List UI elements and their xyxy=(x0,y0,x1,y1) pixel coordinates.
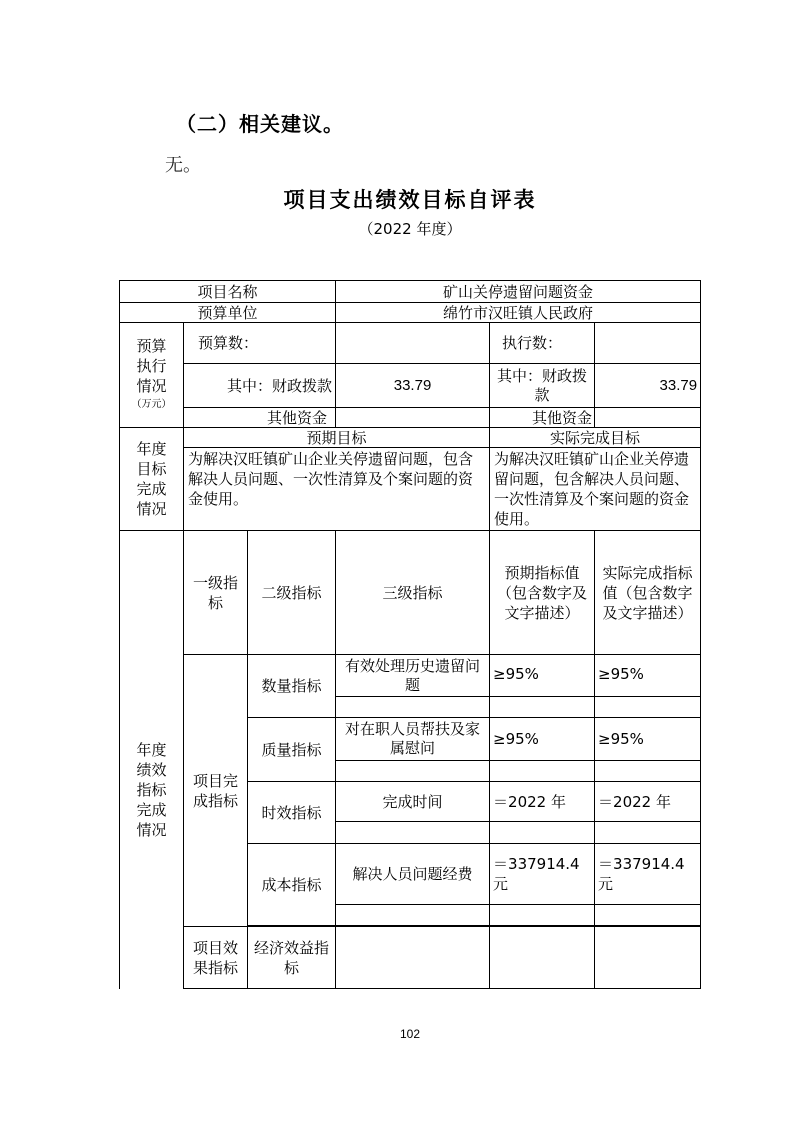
budget-exec-label-text: 预算执行情况 xyxy=(136,337,167,395)
performance-table xyxy=(119,280,701,989)
col-level3: 三级指标 xyxy=(336,531,490,655)
table-title: 项目支出绩效目标自评表 xyxy=(283,188,537,212)
cost-actual: ＝337914.4元 xyxy=(595,844,701,905)
project-name-label: 项目名称 xyxy=(120,281,336,303)
quality-actual-empty xyxy=(595,761,701,782)
exec-other-label: 其他资金 xyxy=(490,408,595,428)
quantity-item-empty xyxy=(336,697,490,718)
timeliness-actual-empty xyxy=(595,822,701,844)
economic-actual xyxy=(595,927,701,989)
cost-expected: ＝337914.4元 xyxy=(490,844,595,905)
timeliness-label: 时效指标 xyxy=(248,782,336,844)
economic-item xyxy=(336,927,490,989)
suggestion-text: 无。 xyxy=(165,155,201,176)
cost-item: 解决人员问题经费 xyxy=(336,844,490,905)
quantity-label: 数量指标 xyxy=(248,655,336,718)
timeliness-expected: ＝2022 年 xyxy=(490,782,595,822)
cost-item-empty xyxy=(336,905,490,926)
quality-expected-empty xyxy=(490,761,595,782)
quality-item-empty xyxy=(336,761,490,782)
exec-other-value xyxy=(595,408,701,428)
annual-perf-label xyxy=(120,531,184,989)
actual-goal-text: 为解决汉旺镇矿山企业关停遗留问题，包含解决人员问题、一次性清算及个案问题的资金使用。 xyxy=(490,448,701,531)
unit-note: （万元） xyxy=(131,399,172,410)
page-number: 102 xyxy=(399,1027,421,1041)
table-year: （2022 年度） xyxy=(358,220,462,238)
budget-amount-value xyxy=(336,323,490,364)
budget-exec-label xyxy=(120,323,184,428)
quality-expected: ≥95% xyxy=(490,718,595,761)
economic-label: 经济效益指标 xyxy=(248,927,336,989)
budget-amount-label: 预算数： xyxy=(184,323,336,364)
project-name-value: 矿山关停遗留问题资金 xyxy=(336,281,701,303)
col-actual: 实际完成指标值（包含数字及文字描述） xyxy=(595,531,701,655)
budget-unit-label: 预算单位 xyxy=(120,303,336,323)
col-level1: 一级指标 xyxy=(184,531,248,655)
section-heading: （二）相关建议。 xyxy=(176,112,344,136)
budget-fiscal-value: 33.79 xyxy=(336,364,490,408)
timeliness-expected-empty xyxy=(490,822,595,844)
budget-other-label: 其他资金 xyxy=(184,408,336,428)
quantity-item: 有效处理历史遗留问题 xyxy=(336,655,490,697)
quality-actual: ≥95% xyxy=(595,718,701,761)
exec-amount-value xyxy=(595,323,701,364)
exec-amount-label: 执行数： xyxy=(490,323,595,364)
quantity-actual-empty xyxy=(595,697,701,718)
quantity-expected: ≥95% xyxy=(490,655,595,697)
expected-goal-header: 预期目标 xyxy=(184,428,490,448)
timeliness-actual: ＝2022 年 xyxy=(595,782,701,822)
annual-perf-label-text: 年度绩效指标完成情况 xyxy=(136,740,167,839)
budget-other-value xyxy=(336,408,490,428)
quantity-expected-empty xyxy=(490,697,595,718)
exec-fiscal-label: 其中：财政拨款 xyxy=(490,364,595,408)
timeliness-item-empty xyxy=(336,822,490,844)
actual-goal-header: 实际完成目标 xyxy=(490,428,701,448)
level1-effect: 项目效果指标 xyxy=(184,927,248,989)
cost-label: 成本指标 xyxy=(248,844,336,926)
quality-label: 质量指标 xyxy=(248,718,336,782)
budget-fiscal-label: 其中：财政拨款 xyxy=(184,364,336,408)
exec-fiscal-value: 33.79 xyxy=(595,364,701,408)
col-expected: 预期指标值（包含数字及文字描述） xyxy=(490,531,595,655)
annual-goal-label xyxy=(120,428,184,531)
expected-goal-text: 为解决汉旺镇矿山企业关停遗留问题，包含解决人员问题、一次性清算及个案问题的资金使用。 xyxy=(184,448,490,531)
col-level2: 二级指标 xyxy=(248,531,336,655)
level1-completion: 项目完成指标 xyxy=(184,655,248,927)
economic-expected xyxy=(490,927,595,989)
quantity-actual: ≥95% xyxy=(595,655,701,697)
cost-actual-empty xyxy=(595,905,701,926)
annual-goal-label-text: 年度目标完成情况 xyxy=(136,440,167,518)
quality-item: 对在职人员帮扶及家属慰问 xyxy=(336,718,490,761)
budget-unit-value: 绵竹市汉旺镇人民政府 xyxy=(336,303,701,323)
cost-expected-empty xyxy=(490,905,595,926)
timeliness-item: 完成时间 xyxy=(336,782,490,822)
